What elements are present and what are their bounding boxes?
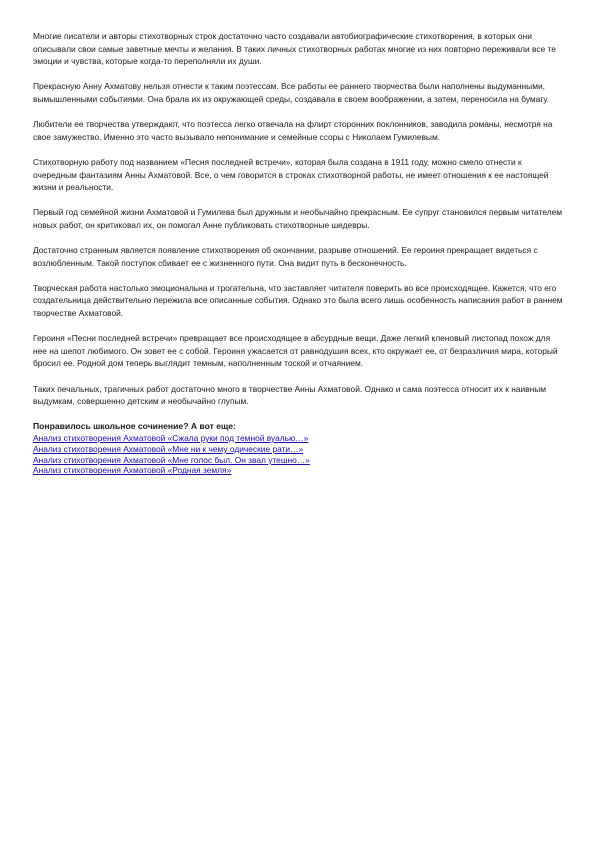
paragraph-7: Творческая работа настолько эмоциональна и трогательна, что заставляет читателя поверить во все происходящее. Кажется, что его создательница действительно пережила все описанные события. Однако это была всего лишь особенность написания работ в раннем творчестве Ахматовой. xyxy=(33,282,563,319)
related-essays-list xyxy=(33,433,563,476)
related-essay-link-3[interactable]: Анализ стихотворения Ахматовой «Мне голос был. Он звал утешно…» xyxy=(33,454,310,465)
paragraph-6: Достаточно странным является появление стихотворения об окончании, разрыве отношений. Ее героиня прекращает видеться с возлюбленным. Такой поступок сбивает ее с жизненного пути. Она видит путь в бесконечность. xyxy=(33,245,538,268)
paragraph-1: Многие писатели и авторы стихотворных строк достаточно часто создавали автобиографические стихотворения, в которых они описывали свои самые заветные мечты и желания. В таких личных стихотворных работах многие из них повторно переживали все те эмоции и чувства, которые когда-то переполняли их души. xyxy=(33,31,556,67)
related-essay-link-2[interactable]: Анализ стихотворения Ахматовой «Мне ни к чему одические рати…» xyxy=(33,443,304,454)
paragraph-5: Первый год семейной жизни Ахматовой и Гумилева был дружным и необычайно прекрасным. Ее супруг становился первым читателем новых работ, он критиковал их, он помогал Анне публиковать стихотворные шедевры. xyxy=(33,207,563,230)
paragraph-9: Таких печальных, трагичных работ достаточно много в творчестве Анны Ахматовой. Однако и сама поэтесса относит их к наивным выдумкам, совершенно детским и необычайно глупым. xyxy=(33,383,547,407)
paragraph-8: Героиня «Песни последней встречи» превращает все происходящее в абсурдные вещи. Даже легкий кленовый листопад похож для нее на шепот любимого. Он зовет ее с собой. Героиня ужасается от равнодушия всех, кто окружает ее, от безразличия мира, который бросил ее. Родной дом теперь выглядит темным, наполненным тоской и отчаянием. xyxy=(33,333,558,369)
related-essay-item xyxy=(33,465,563,476)
related-essay-item xyxy=(33,444,563,455)
document-page xyxy=(33,30,563,476)
paragraph-2: Прекрасную Анну Ахматову нельзя отнести к таким поэтессам. Все работы ее раннего творчества были наполнены выдуманными, вымышленными событиями. Она брала их из окружающей среды, создавала в своем воображении, а затем, переносила на бумагу. xyxy=(33,81,550,104)
related-essays-heading: Понравилось школьное сочинение? А вот еще: xyxy=(33,421,236,432)
paragraph-4: Стихотворную работу под названием «Песня последней встречи», которая была создана в 1911 году, можно смело отнести к очередным фантазиям Анны Ахматовой. Все, о чем говорится в строках стихотворной работы, не имеет отношения к ее настоящей жизни и реальности. xyxy=(33,156,549,193)
related-essay-link-4[interactable]: Анализ стихотворения Ахматовой «Родная земля» xyxy=(33,465,232,476)
related-essay-item xyxy=(33,455,563,466)
related-essay-link-1[interactable]: Анализ стихотворения Ахматовой «Сжала руки под темной вуалью…» xyxy=(33,433,309,443)
related-essay-item xyxy=(33,433,563,444)
paragraph-3: Любители ее творчества утверждают, что поэтесса легко отвечала на флирт сторонних поклонников, заводила романы, несмотря на свое замужество. Именно это часто вызывало непонимание и семейные ссоры с Николаем Гумилевым. xyxy=(33,119,553,142)
related-essays-section xyxy=(33,420,563,476)
